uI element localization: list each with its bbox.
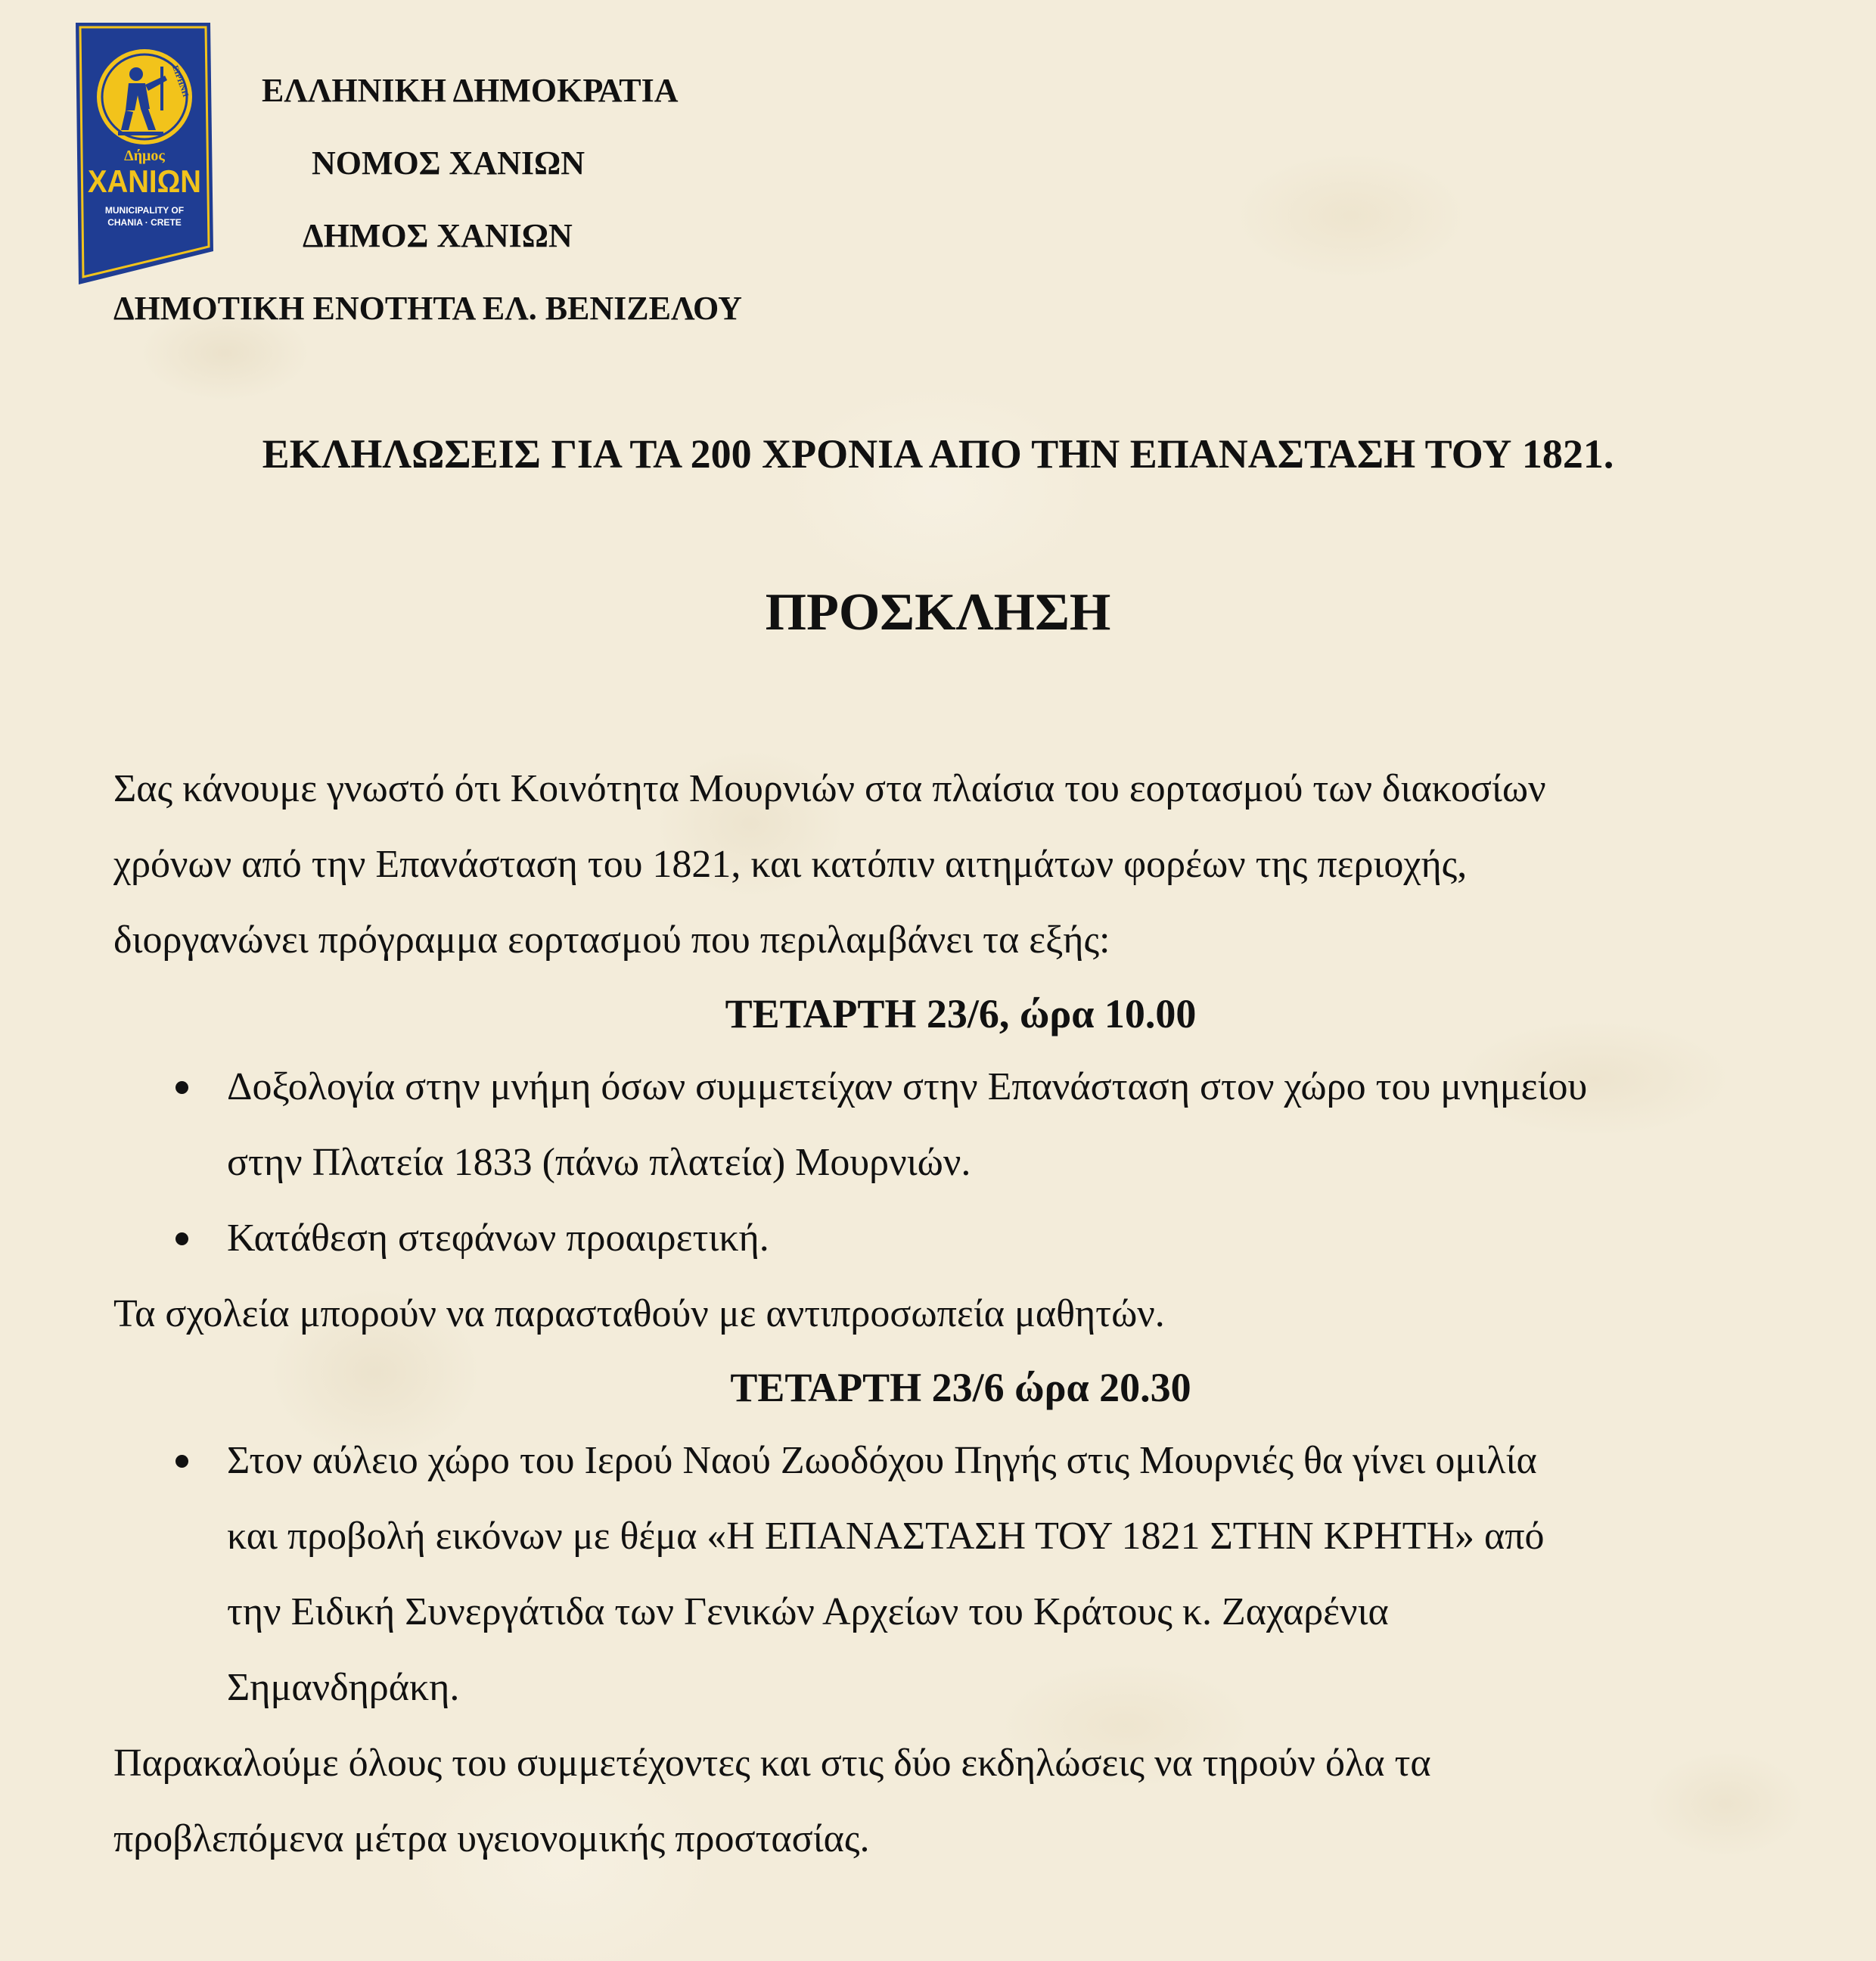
event-heading: ΤΕΤΑΡΤΗ 23/6, ώρα 10.00 [725,991,1197,1036]
intro-line: χρόνων από την Επανάσταση του 1821, και κατόπιν αιτημάτων φορέων της περιοχής, [113,843,1468,886]
logo-small-text: Δήμος [124,148,165,164]
document-title: ΠΡΟΣΚΛΗΣΗ [765,583,1111,642]
bullet-icon [175,1455,188,1468]
document-subject: ΕΚΛΗΛΩΣΕΙΣ ΓΙΑ ΤΑ 200 ΧΡΟΝΙΑ ΑΠΟ ΤΗΝ ΕΠΑΝΑΣΤΑΣΗ ΤΟΥ 1821. [262,431,1614,477]
header-prefecture: ΝΟΜΟΣ ΧΑΝΙΩΝ [312,145,585,182]
list-item [113,1201,1808,1276]
list-item [113,1423,1808,1726]
event-heading: ΤΕΤΑΡΤΗ 23/6 ώρα 20.30 [730,1365,1191,1410]
logo-english-line1: MUNICIPALITY OF [104,205,185,216]
document-body [113,751,1808,1877]
event-note: Τα σχολεία μπορούν να παρασταθούν με αντιπροσωπεία μαθητών. [113,1292,1165,1335]
header-municipality: ΔΗΜΟΣ ΧΑΝΙΩΝ [303,217,573,254]
intro-line: Σας κάνουμε γνωστό ότι Κοινότητα Μουρνιών στα πλαίσια του εορτασμού των διακοσίων [113,767,1546,810]
logo-name-text: ΧΑΝΙΩΝ [88,163,201,199]
event-item-list [113,1423,1808,1726]
list-item-line: Δοξολογία στην μνήμη όσων συμμετείχαν στην Επανάσταση στον χώρο του μνημείου [227,1065,1588,1108]
logo-emblem-text: ΕΙΡΗΝΗ [170,64,191,98]
intro-line: διοργανώνει πρόγραμμα εορτασμού που περιλαμβάνει τα εξής: [113,918,1110,962]
bullet-icon [175,1081,188,1094]
event-item-list [113,1049,1808,1276]
header-municipal-unit: ΔΗΜΟΤΙΚΗ ΕΝΟΤΗΤΑ ΕΛ. ΒΕΝΙΖΕΛΟΥ [113,290,742,327]
header-country: ΕΛΛΗΝΙΚΗ ΔΗΜΟΚΡΑΤΙΑ [262,72,679,109]
closing-line: Παρακαλούμε όλους του συμμετέχοντες και στις δύο εκδηλώσεις να τηρούν όλα τα [113,1742,1431,1785]
list-item-line: την Ειδική Συνεργάτιδα των Γενικών Αρχείων του Κράτους κ. Ζαχαρένια [227,1590,1389,1633]
logo-english-line2: CHANIA · CRETE [107,217,182,228]
list-item-line: Σημανδηράκη. [227,1666,460,1709]
list-item-line: στην Πλατεία 1833 (πάνω πλατεία) Μουρνιών. [227,1141,971,1184]
list-item-line: και προβολή εικόνων με θέμα «Η ΕΠΑΝΑΣΤΑΣΗ ΤΟΥ 1821 ΣΤΗΝ ΚΡΗΤΗ» από [227,1515,1545,1558]
list-item [113,1049,1808,1201]
logo-emblem [76,20,213,284]
bullet-icon [175,1232,188,1245]
closing-line: προβλεπόμενα μέτρα υγειονομικής προστασίας. [113,1817,870,1860]
municipality-logo [76,20,213,284]
list-item-line: Κατάθεση στεφάνων προαιρετική. [227,1217,769,1260]
list-item-line: Στον αύλειο χώρο του Ιερού Ναού Ζωοδόχου Πηγής στις Μουρνιές θα γίνει ομιλία [227,1439,1537,1482]
